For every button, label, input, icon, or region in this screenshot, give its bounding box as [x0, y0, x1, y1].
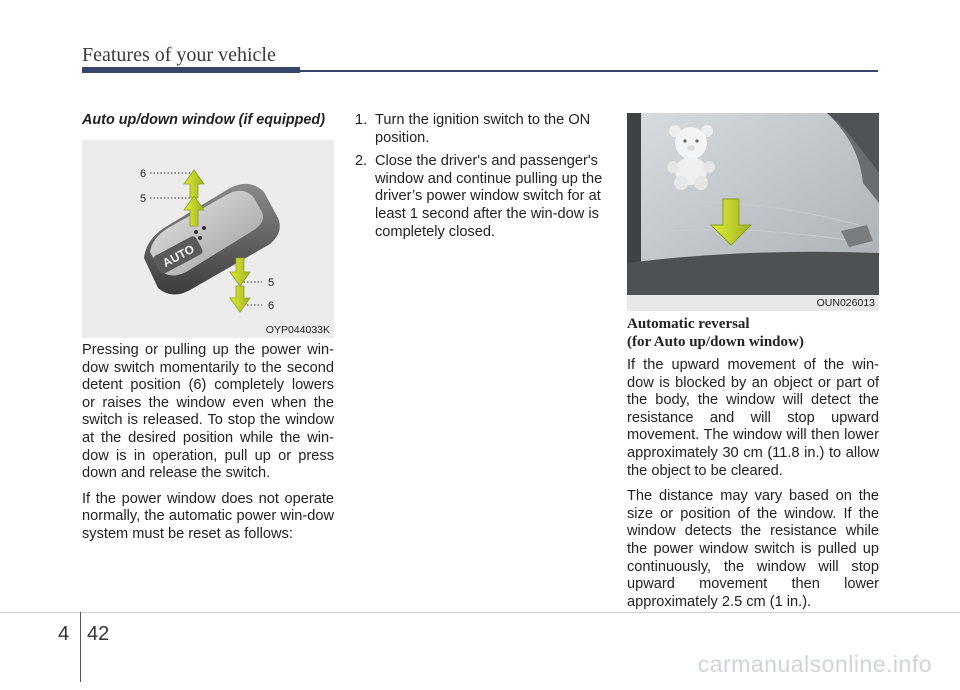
switch-dot — [198, 236, 202, 240]
figure-code: OUN026013 — [816, 297, 875, 309]
body-paragraph: If the upward movement of the win-dow is blocked by an object or part of the body, the window will detect the resistance and will stop upward movement. The window will then lower approximately 30 cm (11.8 in.) to allow the object to be cleared. — [627, 357, 879, 479]
footer-divider — [0, 612, 960, 613]
window-switch-illustration — [82, 140, 334, 338]
window-switch-figure — [82, 140, 334, 338]
list-item — [355, 112, 605, 147]
arrow-down-icon — [230, 286, 250, 312]
window-reversal-figure — [627, 113, 879, 311]
step-number: 1. — [355, 112, 368, 128]
left-column — [82, 112, 334, 142]
header-rule-thin — [300, 70, 878, 72]
switch-dot — [202, 226, 206, 230]
switch-dot — [194, 230, 198, 234]
body-paragraph: If the power window does not operate normally, the automatic power win-dow system must be reset as follows: — [82, 490, 334, 542]
section-heading: Auto up/down window (if equipped) — [82, 112, 325, 128]
auto-label: AUTO — [160, 241, 197, 270]
footer-vertical-rule — [80, 612, 81, 682]
position-label: 5 — [140, 193, 147, 205]
car-interior-illustration — [627, 113, 879, 311]
page-number: 42 — [87, 623, 110, 645]
body-paragraph: Pressing or pulling up the power win-dow switch momentarily to the second detent position (6) completely lowers or raises the window even when the switch is released. To stop the window at the desired position while the win-dow is in operation, pull up or press down and release the switch. — [82, 342, 334, 482]
watermark-text: carmanualsonline.info — [697, 651, 932, 677]
step-number: 2. — [355, 153, 368, 170]
header-rule-thick — [82, 67, 300, 73]
arrow-up-icon — [184, 170, 204, 198]
position-label: 6 — [140, 168, 147, 180]
reset-steps-list — [355, 112, 605, 241]
step-text: Turn the ignition switch to the ON position. — [375, 112, 591, 146]
step-text: Close the driver's and passenger's window and continue pulling up the driver’s power window switch for at least 1 second after the win-dow is completely closed. — [375, 153, 603, 240]
heading-line: (for Auto up/down window) — [627, 333, 804, 350]
body-paragraph: The distance may vary based on the size or position of the window. If the window detects the resistance while the power window switch is pulled up continuously, the window will stop upward movement then lower approximately 2.5 cm (1 in.). — [627, 488, 879, 610]
middle-column — [355, 112, 605, 247]
heading-line: Automatic reversal — [627, 316, 750, 332]
position-label: 6 — [268, 300, 275, 312]
left-column-body — [82, 342, 334, 552]
page-header-title: Features of your vehicle — [82, 44, 276, 66]
position-label: 5 — [268, 277, 275, 289]
list-item — [355, 153, 605, 241]
right-column — [627, 316, 879, 619]
figure-code: OYP044033K — [265, 324, 330, 336]
section-number: 4 — [58, 623, 70, 645]
subsection-heading — [627, 316, 879, 351]
